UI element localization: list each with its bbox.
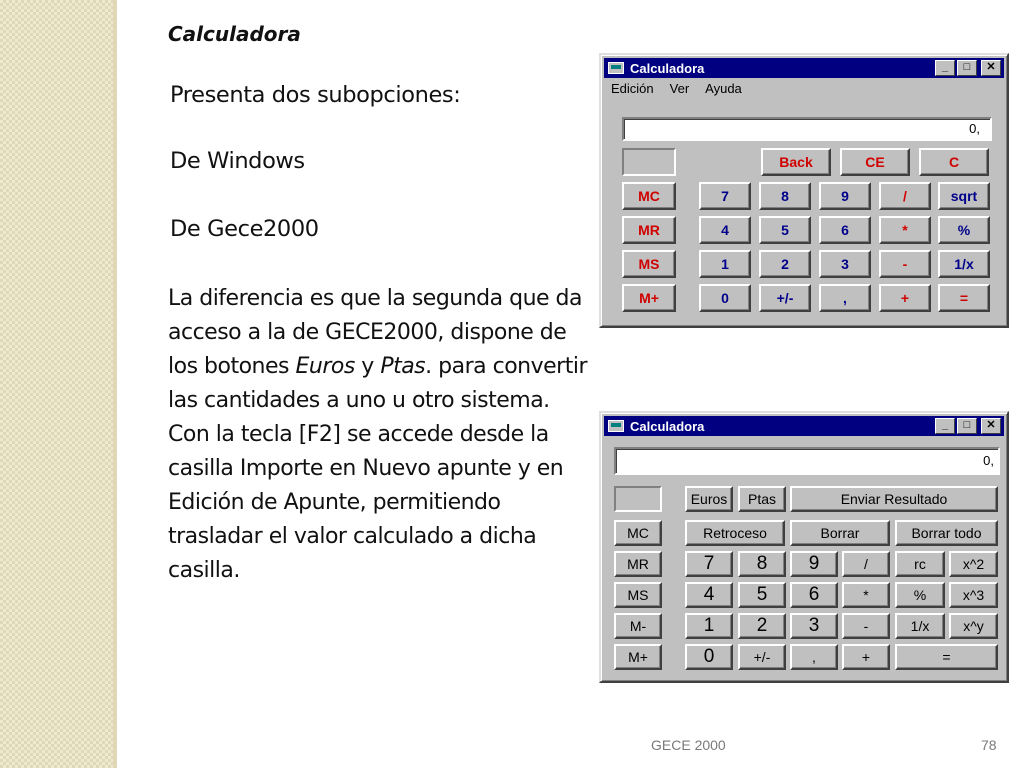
digit-3-button[interactable]: 3 [819,250,871,278]
description-paragraph [168,282,588,588]
option-windows: De Windows [170,148,305,174]
decimal-button[interactable]: , [790,644,838,670]
strip-edge [113,0,117,768]
menu-bar [611,81,742,96]
gece-calculator-window [599,411,1009,683]
c-button[interactable]: C [919,148,989,176]
m-plus-button[interactable]: M+ [614,644,662,670]
window-controls [935,418,1001,434]
m-plus-button[interactable]: M+ [622,284,676,312]
sign-toggle-button[interactable]: +/- [759,284,811,312]
memory-indicator [622,148,676,176]
close-button[interactable]: ✕ [981,418,1001,434]
ms-button[interactable]: MS [622,250,676,278]
digit-2-button[interactable]: 2 [738,613,786,639]
power-button[interactable]: x^y [949,613,998,639]
borrar-todo-button[interactable]: Borrar todo [895,520,998,546]
subtract-button[interactable]: - [879,250,931,278]
digit-8-button[interactable]: 8 [738,551,786,577]
digit-2-button[interactable]: 2 [759,250,811,278]
digit-1-button[interactable]: 1 [699,250,751,278]
reciprocal-button[interactable]: 1/x [895,613,945,639]
sign-toggle-button[interactable]: +/- [738,644,786,670]
digit-5-button[interactable]: 5 [738,582,786,608]
add-button[interactable]: + [842,644,890,670]
divide-button[interactable]: / [879,182,931,210]
multiply-button[interactable]: * [842,582,890,608]
maximize-button[interactable]: □ [957,60,977,76]
digit-0-button[interactable]: 0 [685,644,733,670]
percent-button[interactable]: % [895,582,945,608]
close-button[interactable]: ✕ [981,60,1001,76]
slide-title: Calculadora [168,22,301,46]
subtract-button[interactable]: - [842,613,890,639]
calculator-display: 0, [622,117,992,141]
window-title: Calculadora [630,418,705,434]
square-button[interactable]: x^2 [949,551,998,577]
windows-calculator-window [599,53,1009,328]
digit-7-button[interactable]: 7 [699,182,751,210]
reciprocal-button[interactable]: 1/x [938,250,990,278]
digit-6-button[interactable]: 6 [790,582,838,608]
memory-indicator [614,486,662,512]
sqrt-button[interactable]: sqrt [938,182,990,210]
percent-button[interactable]: % [938,216,990,244]
page-number: 78 [981,737,997,753]
digit-3-button[interactable]: 3 [790,613,838,639]
divide-button[interactable]: / [842,551,890,577]
decimal-button[interactable]: , [819,284,871,312]
euros-button[interactable]: Euros [685,486,733,512]
ce-button[interactable]: CE [840,148,910,176]
digit-9-button[interactable]: 9 [819,182,871,210]
digit-4-button[interactable]: 4 [685,582,733,608]
digit-5-button[interactable]: 5 [759,216,811,244]
ms-button[interactable]: MS [614,582,662,608]
ptas-term: Ptas [380,354,426,379]
m-minus-button[interactable]: M- [614,613,662,639]
intro-line: Presenta dos subopciones: [170,82,461,108]
minimize-button[interactable]: _ [935,60,955,76]
option-gece2000: De Gece2000 [170,216,319,242]
multiply-button[interactable]: * [879,216,931,244]
minimize-button[interactable]: _ [935,418,955,434]
calculator-display: 0, [614,447,1000,475]
digit-9-button[interactable]: 9 [790,551,838,577]
mr-button[interactable]: MR [622,216,676,244]
back-button[interactable]: Back [761,148,831,176]
window-controls [935,60,1001,76]
maximize-button[interactable]: □ [957,418,977,434]
menu-edicion[interactable]: Edición [611,81,654,96]
retroceso-button[interactable]: Retroceso [685,520,785,546]
add-button[interactable]: + [879,284,931,312]
calculator-icon [608,420,624,432]
description-text-2: y [354,354,381,379]
title-bar[interactable] [604,58,1004,78]
description-text-3: . para convertir las cantidades a uno u otro sistema. Con la tecla [F2] se accede desde la casilla Importe en Nuevo apunte y en Edición de Apunte, permitiendo trasladar el valor calculado a dicha casilla. [168,354,587,583]
cube-button[interactable]: x^3 [949,582,998,608]
digit-1-button[interactable]: 1 [685,613,733,639]
footer-label: GECE 2000 [651,737,726,753]
enviar-resultado-button[interactable]: Enviar Resultado [790,486,998,512]
window-title: Calculadora [630,60,705,76]
equals-button[interactable]: = [938,284,990,312]
digit-6-button[interactable]: 6 [819,216,871,244]
calculator-icon [608,62,624,74]
mr-button[interactable]: MR [614,551,662,577]
digit-0-button[interactable]: 0 [699,284,751,312]
decorative-strip [0,0,113,768]
borrar-button[interactable]: Borrar [790,520,890,546]
mc-button[interactable]: MC [622,182,676,210]
digit-8-button[interactable]: 8 [759,182,811,210]
rc-button[interactable]: rc [895,551,945,577]
mc-button[interactable]: MC [614,520,662,546]
euros-term: Euros [295,354,355,379]
title-bar[interactable] [604,416,1004,436]
equals-button[interactable]: = [895,644,998,670]
menu-ayuda[interactable]: Ayuda [705,81,742,96]
menu-ver[interactable]: Ver [669,81,690,96]
ptas-button[interactable]: Ptas [738,486,786,512]
digit-7-button[interactable]: 7 [685,551,733,577]
description-text-1: La diferencia es que la segunda que da acceso a la de GECE2000, dispone de los botones [168,286,582,379]
digit-4-button[interactable]: 4 [699,216,751,244]
